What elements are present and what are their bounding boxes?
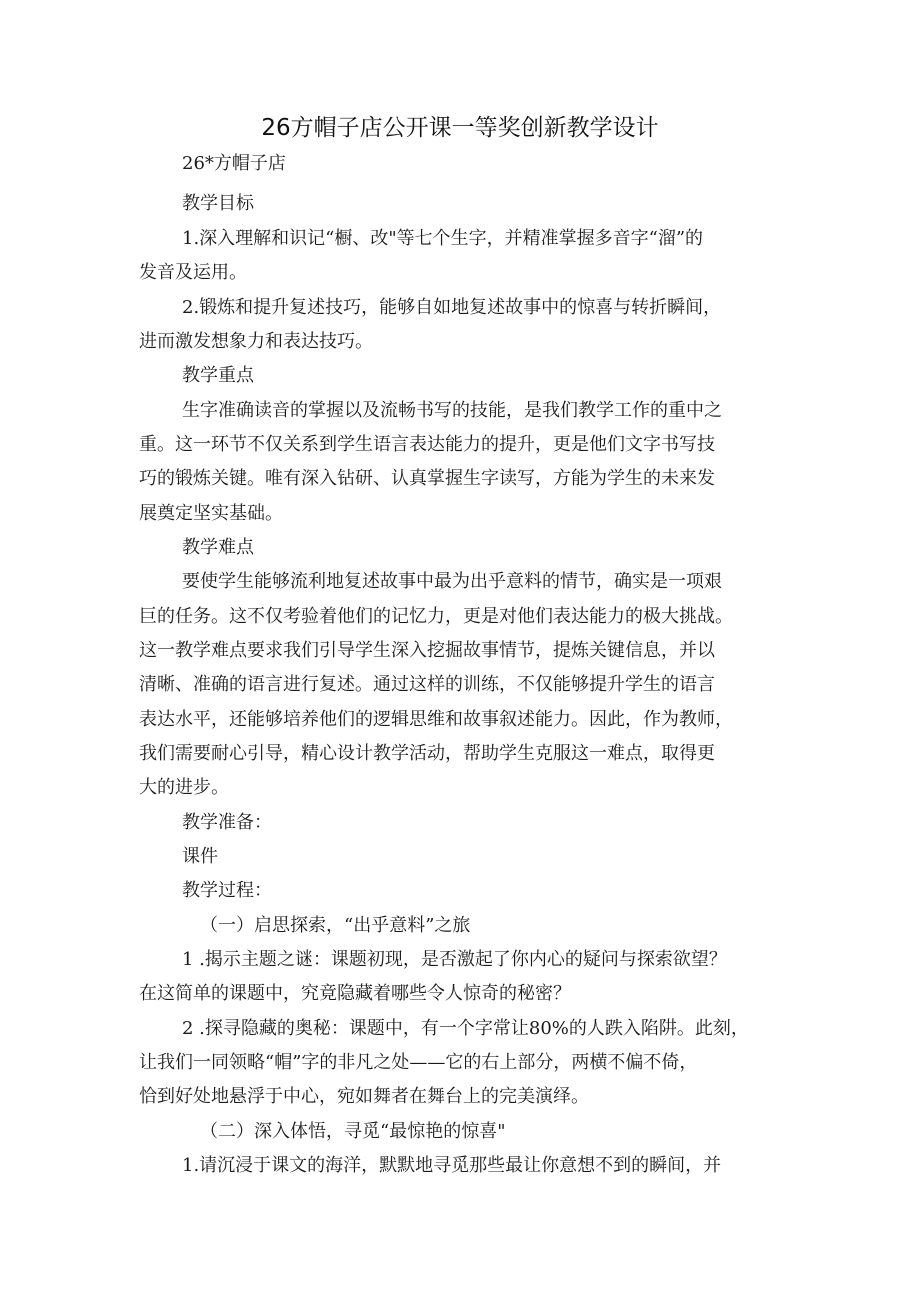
subsection-heading: （二）深入体悟，寻觅“最惊艳的惊喜" bbox=[200, 1121, 506, 1142]
section-heading-difficulties: 教学难点 bbox=[182, 537, 254, 558]
document-title: 26方帽子店公开课一等奖创新教学设计 bbox=[261, 115, 659, 141]
paragraph-line: 清晰、准确的语言进行复述。通过这样的训练，不仅能够提升学生的语言 bbox=[139, 674, 715, 695]
paragraph-line: 恰到好处地悬浮于中心，宛如舞者在舞台上的完美演绎。 bbox=[139, 1086, 589, 1107]
paragraph-line: 要使学生能够流利地复述故事中最为出乎意料的情节，确实是一项艰 bbox=[182, 571, 722, 592]
section-heading-preparation: 教学准备： bbox=[182, 812, 272, 833]
paragraph-line: 巧的锻炼关键。唯有深入钻研、认真掌握生字读写，方能为学生的未来发 bbox=[139, 468, 715, 489]
section-heading-process: 教学过程： bbox=[182, 880, 272, 901]
paragraph-line: 1.请沉浸于课文的海洋，默默地寻觅那些最让你意想不到的瞬间，并 bbox=[182, 1155, 722, 1176]
section-heading-key-points: 教学重点 bbox=[182, 365, 254, 386]
paragraph-line: 表达水平，还能够培养他们的逻辑思维和故事叙述能力。因此，作为教师， bbox=[139, 709, 733, 730]
paragraph-line: 巨的任务。这不仅考验着他们的记忆力，更是对他们表达能力的极大挑战。 bbox=[139, 606, 733, 627]
paragraph-line: 1 .揭示主题之谜：课题初现，是否激起了你内心的疑问与探索欲望？ bbox=[182, 949, 727, 970]
subtitle: 26*方帽子店 bbox=[182, 153, 286, 174]
paragraph-line: 重。这一环节不仅关系到学生语言表达能力的提升，更是他们文字书写技 bbox=[139, 434, 715, 455]
paragraph-line: 发音及运用。 bbox=[139, 262, 247, 283]
subsection-heading: （一）启思探索，“出乎意料”之旅 bbox=[200, 915, 471, 936]
paragraph-line: 2.锻炼和提升复述技巧，能够自如地复述故事中的惊喜与转折瞬间， bbox=[182, 297, 722, 318]
paragraph-line: 2 .探寻隐藏的奥秘：课题中，有一个字常让80%的人跌入陷阱。此刻， bbox=[182, 1018, 749, 1039]
section-heading-objectives: 教学目标 bbox=[182, 193, 254, 214]
paragraph-line: 让我们一同领略“帽”字的非凡之处——它的右上部分，两横不偏不倚， bbox=[139, 1052, 698, 1073]
paragraph-line: 在这简单的课题中，究竟隐藏着哪些令人惊奇的秘密？ bbox=[139, 983, 571, 1004]
paragraph-line: 进而激发想象力和表达技巧。 bbox=[139, 331, 373, 352]
paragraph-line: 我们需要耐心引导，精心设计教学活动，帮助学生克服这一难点，取得更 bbox=[139, 743, 715, 764]
paragraph-line: 课件 bbox=[182, 846, 218, 867]
paragraph-line: 这一教学难点要求我们引导学生深入挖掘故事情节，提炼关键信息，并以 bbox=[139, 640, 715, 661]
paragraph-line: 1.深入理解和识记“橱、改"等七个生字，并精准掌握多音字“溜”的 bbox=[182, 228, 704, 249]
paragraph-line: 大的进步。 bbox=[139, 777, 229, 798]
paragraph-line: 生字准确读音的掌握以及流畅书写的技能，是我们教学工作的重中之 bbox=[182, 400, 722, 421]
paragraph-line: 展奠定坚实基础。 bbox=[139, 503, 283, 524]
